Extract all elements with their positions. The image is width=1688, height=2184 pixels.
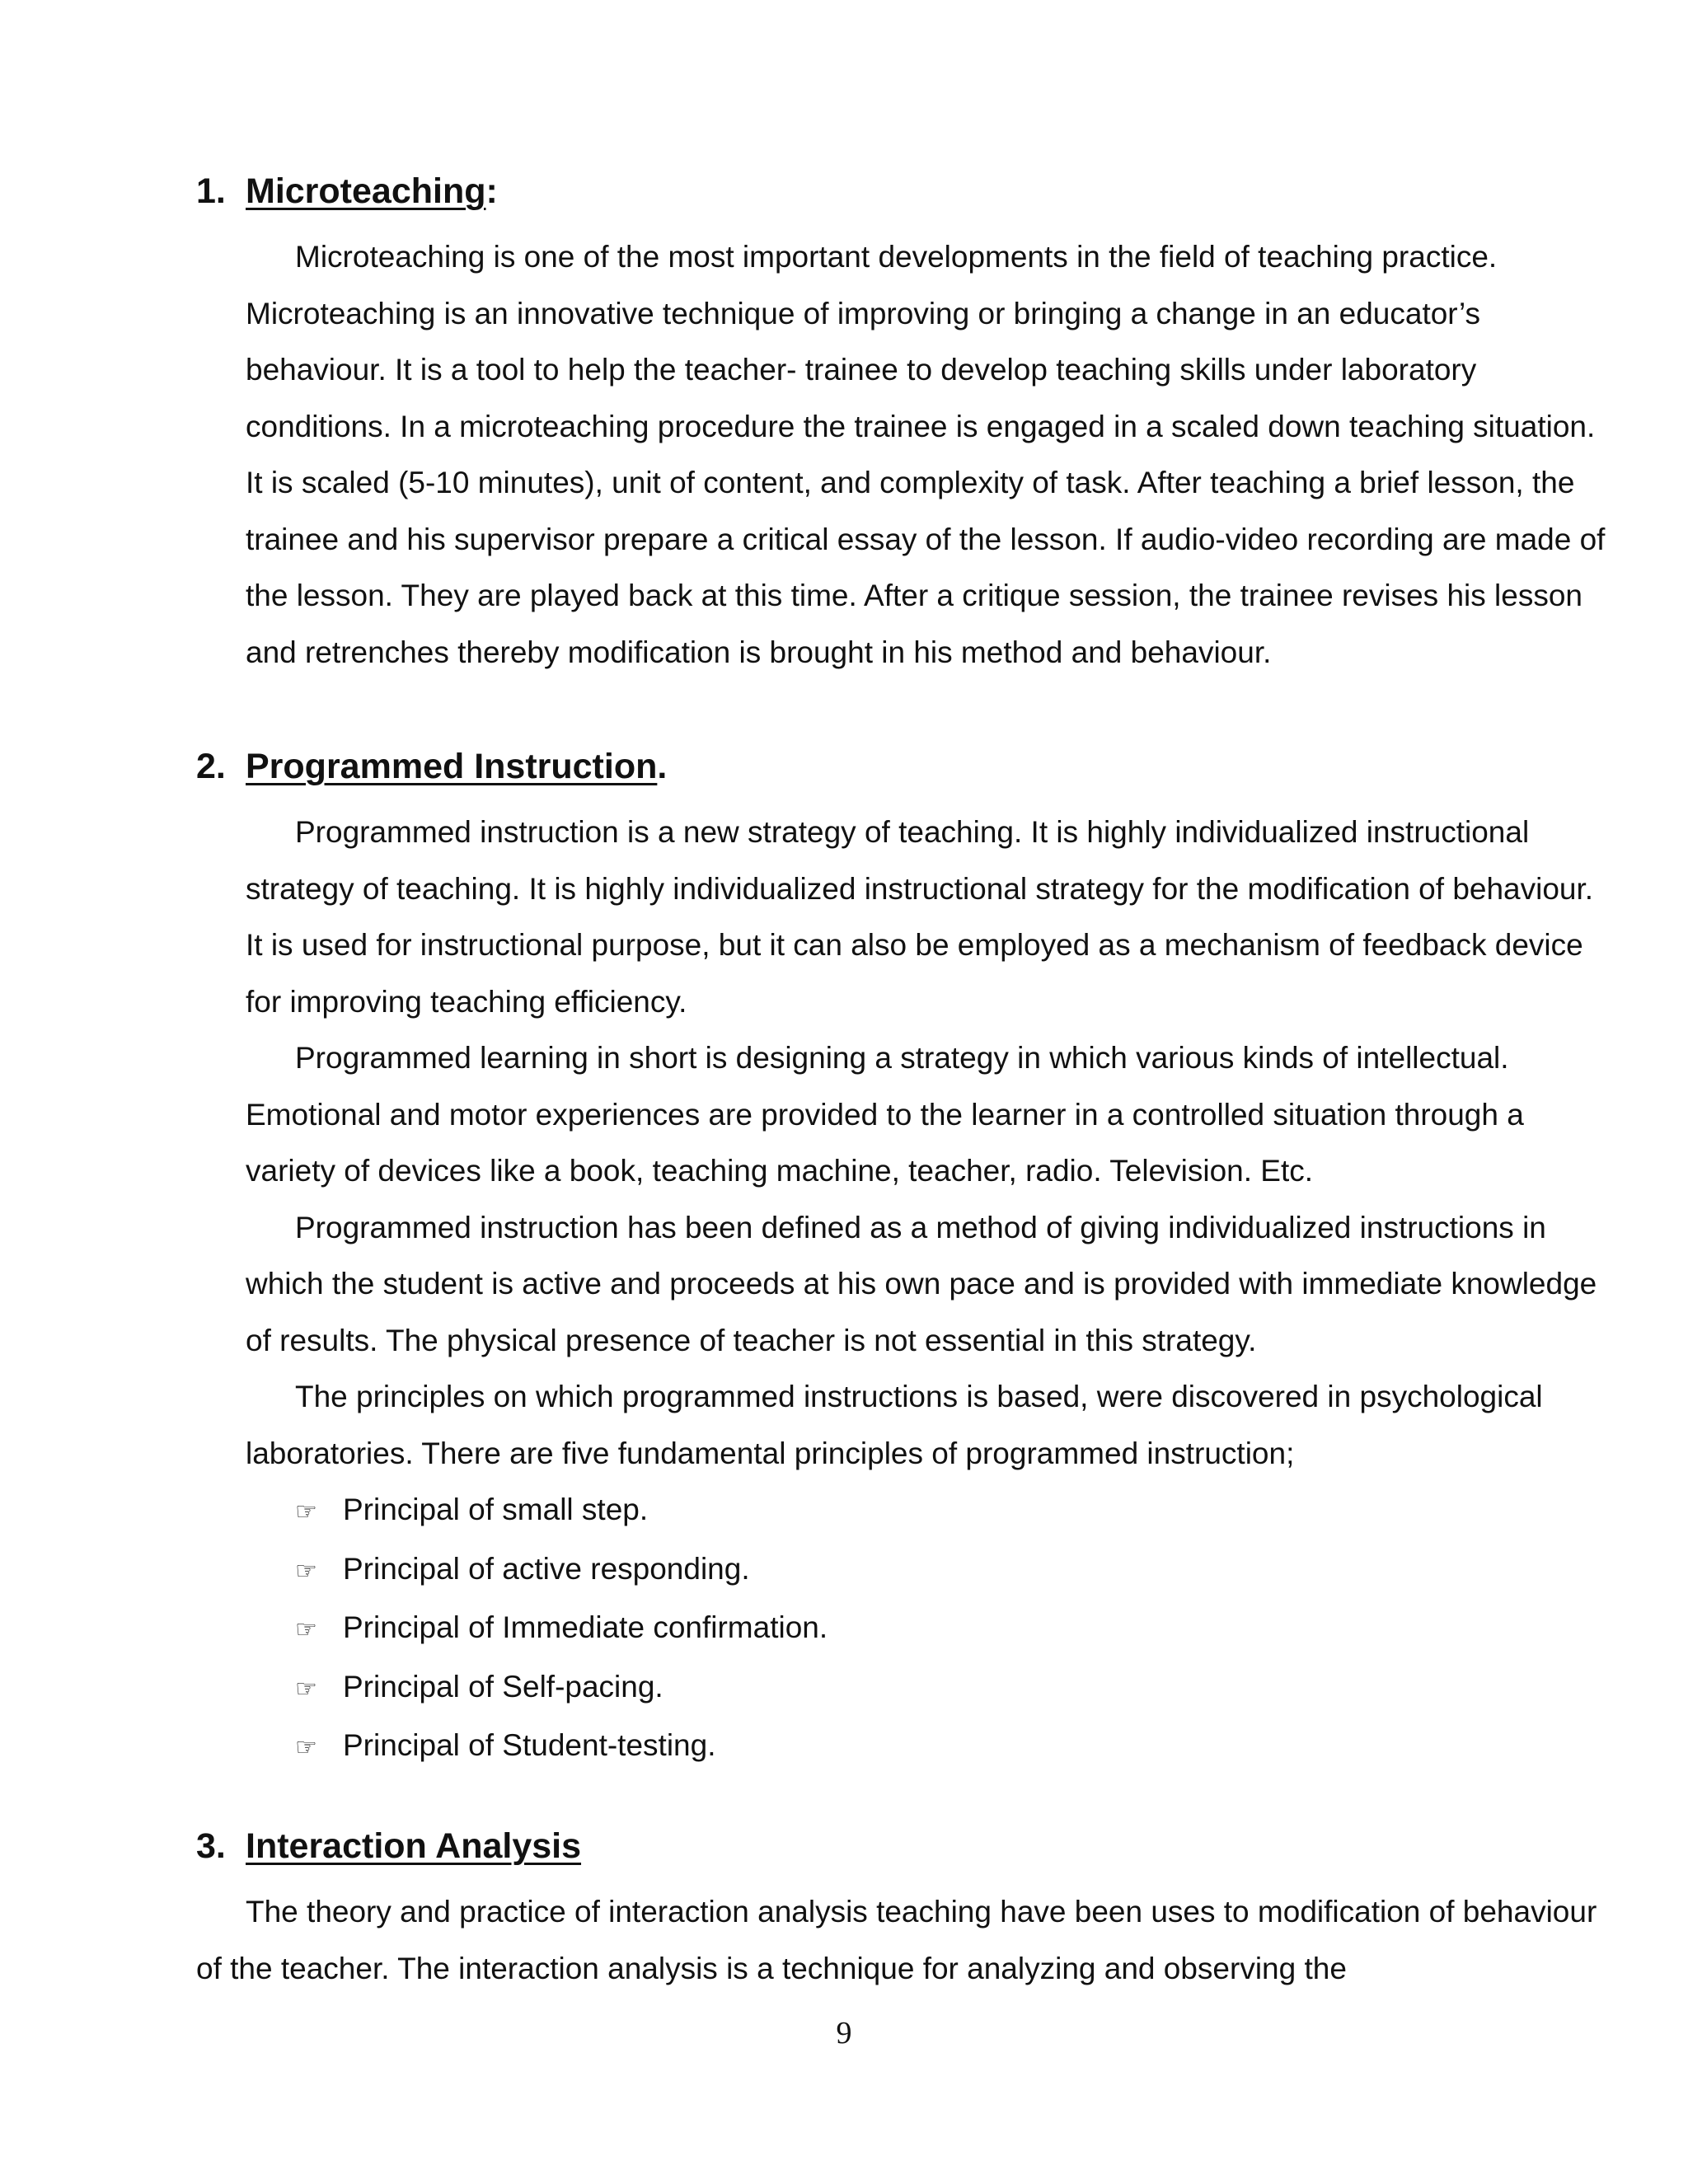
section-1-body [246, 229, 1614, 681]
pointing-hand-icon: ☞ [295, 1733, 317, 1762]
list-item [295, 1482, 1614, 1541]
principle-text: Principal of active responding. [343, 1551, 750, 1586]
list-item [295, 1718, 1614, 1777]
section-1-title: Microteaching [246, 171, 486, 211]
section-3-number: 3. [196, 1826, 226, 1866]
section-1-heading [196, 166, 498, 216]
list-item [295, 1600, 1614, 1659]
section-2-body [246, 804, 1614, 1777]
list-item [295, 1541, 1614, 1601]
page-number: 9 [836, 2016, 852, 2050]
section-2-paragraph-2: Programmed learning in short is designing a strategy in which various kinds of intellectual. Emotional and motor experiences are provided to the learner in a controlled situation through a variety of devices like a book, teaching machine, teacher, radio. Television. Etc. [246, 1041, 1524, 1188]
section-2-paragraph-4: The principles on which programmed instructions is based, were discovered in psychological laboratories. There are five fundamental principles of programmed instruction; [246, 1380, 1543, 1470]
section-1-number: 1. [196, 171, 226, 211]
list-item [295, 1659, 1614, 1718]
section-3-title: Interaction Analysis [246, 1826, 582, 1866]
pointing-hand-icon: ☞ [295, 1497, 317, 1526]
pointing-hand-icon: ☞ [295, 1615, 317, 1644]
principles-list [246, 1482, 1614, 1777]
section-3-paragraph: The theory and practice of interaction analysis teaching have been uses to modification of behaviour of the teacher. The interaction analysis is a technique for analyzing and observing the [196, 1895, 1597, 1985]
section-2-suffix: . [657, 747, 668, 786]
section-2-title: Programmed Instruction [246, 747, 658, 786]
section-3-heading [196, 1821, 581, 1871]
pointing-hand-icon: ☞ [295, 1556, 317, 1586]
principle-text: Principal of Student-testing. [343, 1728, 716, 1762]
principle-text: Principal of Immediate confirmation. [343, 1610, 828, 1644]
section-2-heading [196, 742, 667, 791]
section-2-paragraph-3: Programmed instruction has been defined as a method of giving individualized instructions in which the student is active and proceeds at his own pace and is provided with immediate knowledge of results. The physical presence of teacher is not essential in this strategy. [246, 1210, 1597, 1357]
section-1-paragraph: Microteaching is one of the most important developments in the field of teaching practice. Microteaching is an innovative technique of improving or bringing a change in an educator’s behaviour. It is a tool to help the teacher- trainee to develop teaching skills under laboratory conditions. In a microteaching procedure the trainee is engaged in a scaled down teaching situation. It is scaled (5-10 minutes), unit of content, and complexity of task. After teaching a brief lesson, the trainee and his supervisor prepare a critical essay of the lesson. If audio-video recording are made of the lesson. They are played back at this time. After a critique session, the trainee revises his lesson and retrenches thereby modification is brought in his method and behaviour. [246, 240, 1606, 669]
section-3-body [196, 1884, 1614, 1997]
principle-text: Principal of Self-pacing. [343, 1669, 663, 1704]
section-2-paragraph-1: Programmed instruction is a new strategy of teaching. It is highly individualized instructional strategy of teaching. It is highly individualized instructional strategy for the modification of behaviour. It is used for instructional purpose, but it can also be employed as a mechanism of feedback device for improving teaching efficiency. [246, 815, 1594, 1019]
section-1-suffix: : [485, 171, 498, 211]
pointing-hand-icon: ☞ [295, 1674, 317, 1704]
principle-text: Principal of small step. [343, 1493, 649, 1526]
section-2-number: 2. [196, 747, 226, 786]
